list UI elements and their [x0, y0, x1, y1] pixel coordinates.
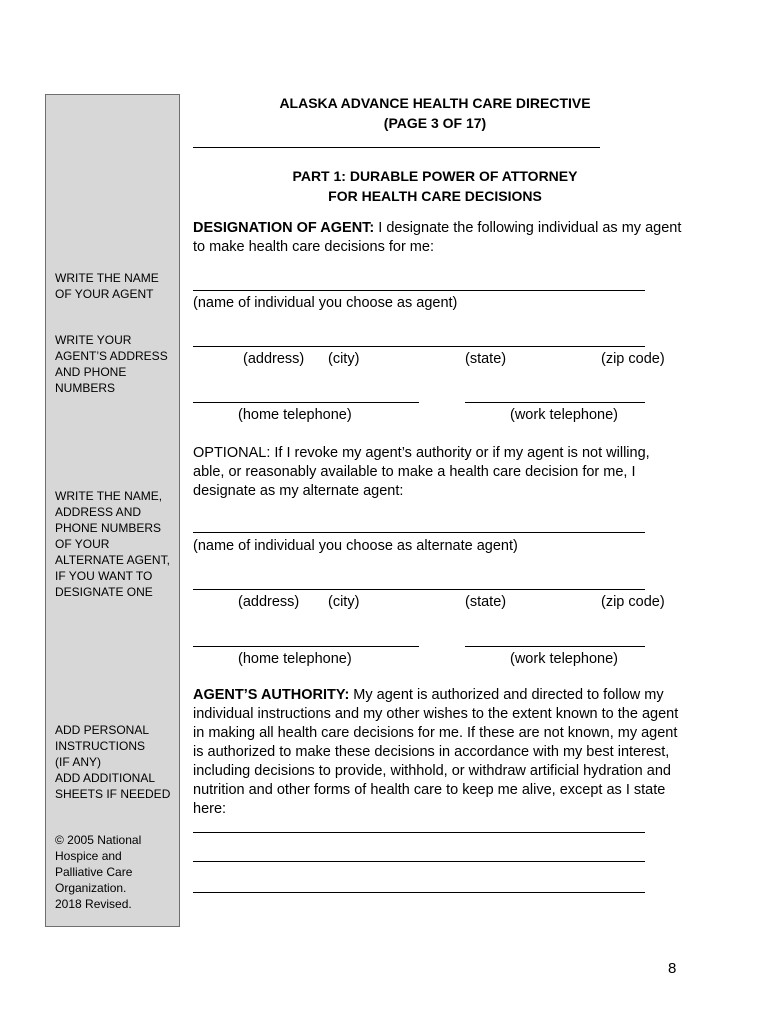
agent-home-phone-caption: (home telephone): [238, 407, 352, 423]
alternate-address-caption: (address): [238, 594, 300, 610]
designation-text: I designate the following individual as my agent to make health care decisions for me:: [193, 220, 682, 255]
optional-paragraph: OPTIONAL: If I revoke my agent’s authority or if my agent is not willing, able, or reasonably available to make a health care decision for me, I designate as my alternate agent:: [193, 445, 650, 499]
sidebar-note-agent-address: WRITE YOUR AGENT’S ADDRESS AND PHONE NUMBERS: [55, 333, 168, 395]
sidebar-note-agent-name: WRITE THE NAME OF YOUR AGENT: [55, 271, 159, 301]
alternate-home-phone-field[interactable]: [193, 646, 419, 647]
instructions-line-1[interactable]: [193, 832, 645, 833]
agent-home-phone-field[interactable]: [193, 402, 419, 403]
agent-zip-caption: (zip code): [601, 351, 665, 367]
alternate-work-phone-caption: (work telephone): [510, 651, 618, 667]
authority-heading: AGENT’S AUTHORITY:: [193, 687, 350, 703]
agent-address-field[interactable]: [193, 346, 645, 347]
alternate-zip-caption: (zip code): [601, 594, 665, 610]
instructions-line-2[interactable]: [193, 861, 645, 862]
authority-paragraph: [193, 686, 683, 819]
agent-name-field[interactable]: [193, 290, 645, 291]
sidebar-note-alternate-agent: WRITE THE NAME, ADDRESS AND PHONE NUMBERS OF YOUR ALTERNATE AGENT, IF YOU WANT TO DESIGNATE ONE: [55, 489, 170, 599]
alternate-home-phone-caption: (home telephone): [238, 651, 352, 667]
designation-paragraph: [193, 219, 683, 257]
alternate-name-field[interactable]: [193, 532, 645, 533]
agent-address-caption: (address): [243, 351, 305, 367]
agent-city-caption: (city): [328, 351, 360, 367]
alternate-address-field[interactable]: [193, 589, 645, 590]
instructions-line-3[interactable]: [193, 892, 645, 893]
authority-text: My agent is authorized and directed to follow my individual instructions and my other wishes to the extent known to the agent in making all health care decisions for me. If these are not known, my agent is authorized to make these decisions in accordance with my best interest, including decisions to provide, withhold, or withdraw artificial hydration and nutrition and other forms of health care to keep me alive, except as I state here:: [193, 687, 679, 817]
alternate-work-phone-field[interactable]: [465, 646, 645, 647]
part-title: PART 1: DURABLE POWER OF ATTORNEY FOR HEALTH CARE DECISIONS: [292, 168, 578, 204]
document-title: ALASKA ADVANCE HEALTH CARE DIRECTIVE (PAGE 3 OF 17): [279, 95, 591, 131]
alternate-state-caption: (state): [465, 594, 507, 610]
designation-heading: DESIGNATION OF AGENT:: [193, 220, 375, 236]
alternate-city-caption: (city): [328, 594, 360, 610]
sidebar-copyright: © 2005 National Hospice and Palliative Care Organization. 2018 Revised.: [55, 833, 142, 911]
agent-work-phone-field[interactable]: [465, 402, 645, 403]
page-number: 8: [668, 960, 677, 977]
title-divider: [193, 147, 600, 148]
sidebar-note-personal-instructions: ADD PERSONAL INSTRUCTIONS (IF ANY) ADD ADDITIONAL SHEETS IF NEEDED: [55, 723, 171, 801]
agent-state-caption: (state): [465, 351, 507, 367]
alternate-name-caption: (name of individual you choose as alternate agent): [193, 538, 518, 554]
agent-name-caption: (name of individual you choose as agent): [193, 295, 458, 311]
agent-work-phone-caption: (work telephone): [510, 407, 618, 423]
